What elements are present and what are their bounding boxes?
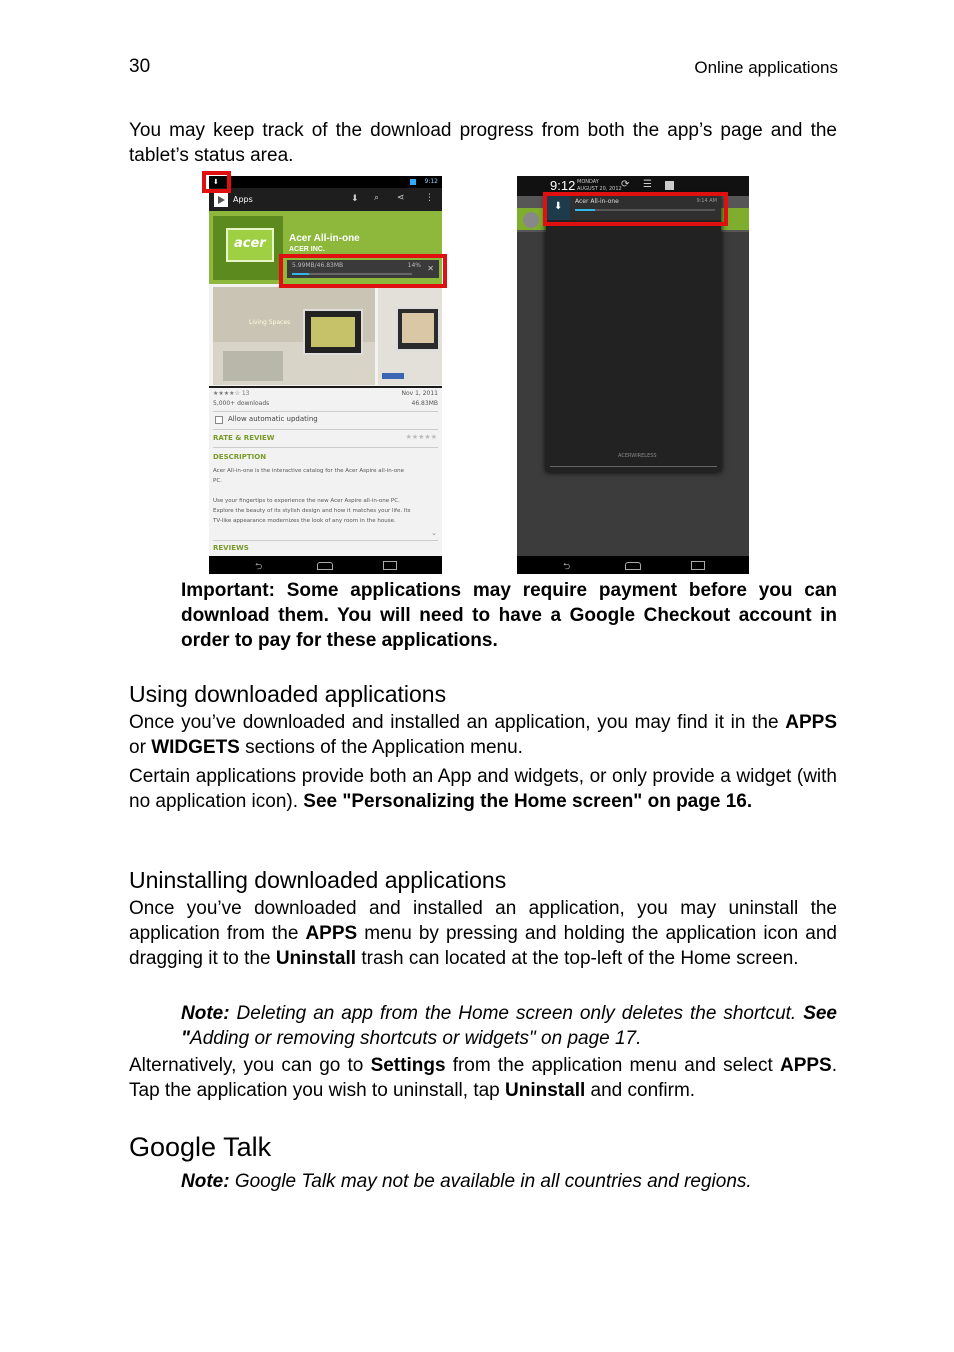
screenshot-image-2[interactable] [378, 287, 442, 385]
shade-date: AUGUST 20, 2012 [577, 186, 622, 192]
app-name: Acer All-in-one [289, 233, 360, 244]
cross-reference-link[interactable]: See "Personalizing the Home screen" on page 16. [303, 791, 753, 812]
monitor-image [303, 309, 363, 355]
settings-icon[interactable]: ☰ [643, 179, 652, 190]
back-icon[interactable]: ⮌ [563, 562, 571, 572]
navigation-bar [209, 556, 442, 574]
app-size: 46.83MB [411, 400, 438, 407]
publisher-name: ACER INC. [289, 246, 325, 253]
section-heading-uninstalling: Uninstalling downloaded applications [129, 867, 507, 893]
rate-stars-icon[interactable]: ★★★★★ [405, 433, 437, 441]
power-icon[interactable] [665, 181, 674, 190]
home-icon[interactable] [625, 562, 641, 570]
description-heading: DESCRIPTION [213, 453, 267, 461]
shade-footer: ACERWIRELESS [618, 453, 657, 459]
intro-paragraph: You may keep track of the download progress from both the app’s page and the tablet’s status area. [129, 120, 837, 166]
expand-chevron-icon[interactable]: ⌄ [431, 529, 437, 537]
description-line: PC. [213, 478, 222, 484]
highlight-status-icon [202, 171, 231, 193]
using-paragraph-2: Certain applications provide both an App and widgets, or only provide a widget (with no application icon). See "Personalizing the Home screen" on page 16. [129, 766, 837, 812]
shade-time: 9:12 [550, 178, 576, 193]
play-store-icon[interactable] [214, 193, 228, 207]
notification-time: 9:14 AM [696, 198, 717, 204]
using-paragraph-1: Once you’ve downloaded and installed an application, you may find it in the APPS or WIDGETS sections of the Application menu. [129, 712, 837, 758]
section-heading-using: Using downloaded applications [129, 681, 447, 707]
notification-panel [546, 196, 721, 472]
page-number: 30 [129, 56, 151, 77]
auto-update-checkbox[interactable] [215, 416, 223, 424]
release-date: Nov 1, 2011 [401, 390, 438, 397]
avatar [523, 212, 539, 228]
search-icon[interactable]: ⌕ [374, 193, 380, 203]
description-line: Explore the beauty of its stylish design and how it matches your life. Its [213, 508, 411, 514]
notification-shade-screenshot [517, 176, 749, 574]
highlight-notification [543, 192, 728, 226]
description-line: Use your fingertips to experience the new Acer Aspire all-in-one PC. [213, 498, 400, 504]
shade-day: MONDAY [577, 179, 599, 185]
rotation-lock-icon[interactable]: ⟳ [621, 179, 630, 190]
wifi-icon [410, 179, 416, 185]
action-bar [209, 188, 442, 211]
recent-apps-icon[interactable] [691, 561, 705, 570]
notification-title: Acer All-in-one [575, 198, 619, 205]
overflow-menu-icon[interactable]: ⋮ [425, 193, 434, 203]
auto-update-label: Allow automatic updating [228, 415, 318, 423]
chapter-title: Online applications [694, 58, 838, 77]
description-line: TV-like appearance modernizes the look of any room in the house. [213, 518, 396, 524]
download-icon: ⬇ [213, 178, 219, 186]
progress-size: 5.99MB/46.83MB [292, 262, 344, 269]
navigation-bar-2 [517, 556, 749, 574]
back-icon[interactable]: ⮌ [255, 562, 263, 572]
download-action-icon[interactable]: ⬇ [351, 194, 359, 204]
screenshot-image-1[interactable] [213, 287, 375, 385]
facebook-badge [382, 373, 404, 379]
cross-reference-link[interactable]: Adding or removing shortcuts or widgets" on page 17. [190, 1028, 642, 1049]
uninstall-paragraph-1: Once you’ve downloaded and installed an application, you may uninstall the application from the APPS menu by pressing and holding the application icon and dragging it to the Uninstall trash can located at the top-left of the Home screen. [129, 898, 837, 969]
description-text [213, 466, 438, 526]
home-icon[interactable] [317, 562, 333, 570]
google-talk-note: Note: Google Talk may not be available in all countries and regions. [181, 1171, 752, 1192]
app-logo-tile [213, 216, 283, 280]
rate-review-heading[interactable]: RATE & REVIEW [213, 434, 275, 442]
cancel-download-icon[interactable]: ✕ [427, 264, 434, 273]
highlight-progress [279, 254, 447, 288]
description-line [213, 486, 438, 496]
uninstall-note: Note: Deleting an app from the Home screen only deletes the shortcut. See "Adding or removing shortcuts or widgets" on page 17. [181, 1003, 837, 1049]
acer-logo-icon: acer [226, 228, 274, 262]
download-notification-icon: ⬇ [546, 196, 570, 220]
important-note: Important: Some applications may require payment before you can download them. You will need to have a Google Checkout account in order to pay for these applications. [181, 580, 837, 651]
recent-apps-icon[interactable] [383, 561, 397, 570]
progress-percent: 14% [407, 262, 421, 269]
promo-label: Living Spaces [249, 319, 291, 326]
status-time: 9:12 [424, 178, 438, 185]
description-line: Acer All-in-one is the interactive catalog for the Acer Aspire all-in-one [213, 468, 405, 474]
action-bar-title: Apps [233, 195, 253, 204]
section-heading-google-talk: Google Talk [129, 1132, 272, 1162]
status-bar [209, 176, 442, 188]
reviews-heading[interactable]: REVIEWS [213, 544, 249, 552]
rating-count: 13 [241, 390, 250, 397]
app-page-screenshot [209, 176, 442, 574]
rating-stars: ★★★★☆ 13 [213, 390, 250, 397]
downloads-count: 5,000+ downloads [213, 400, 270, 407]
uninstall-paragraph-2: Alternatively, you can go to Settings from the application menu and select APPS. Tap the application you wish to uninstall, tap Uninstall and confirm. [129, 1055, 837, 1101]
share-icon[interactable]: ⋖ [397, 193, 405, 203]
